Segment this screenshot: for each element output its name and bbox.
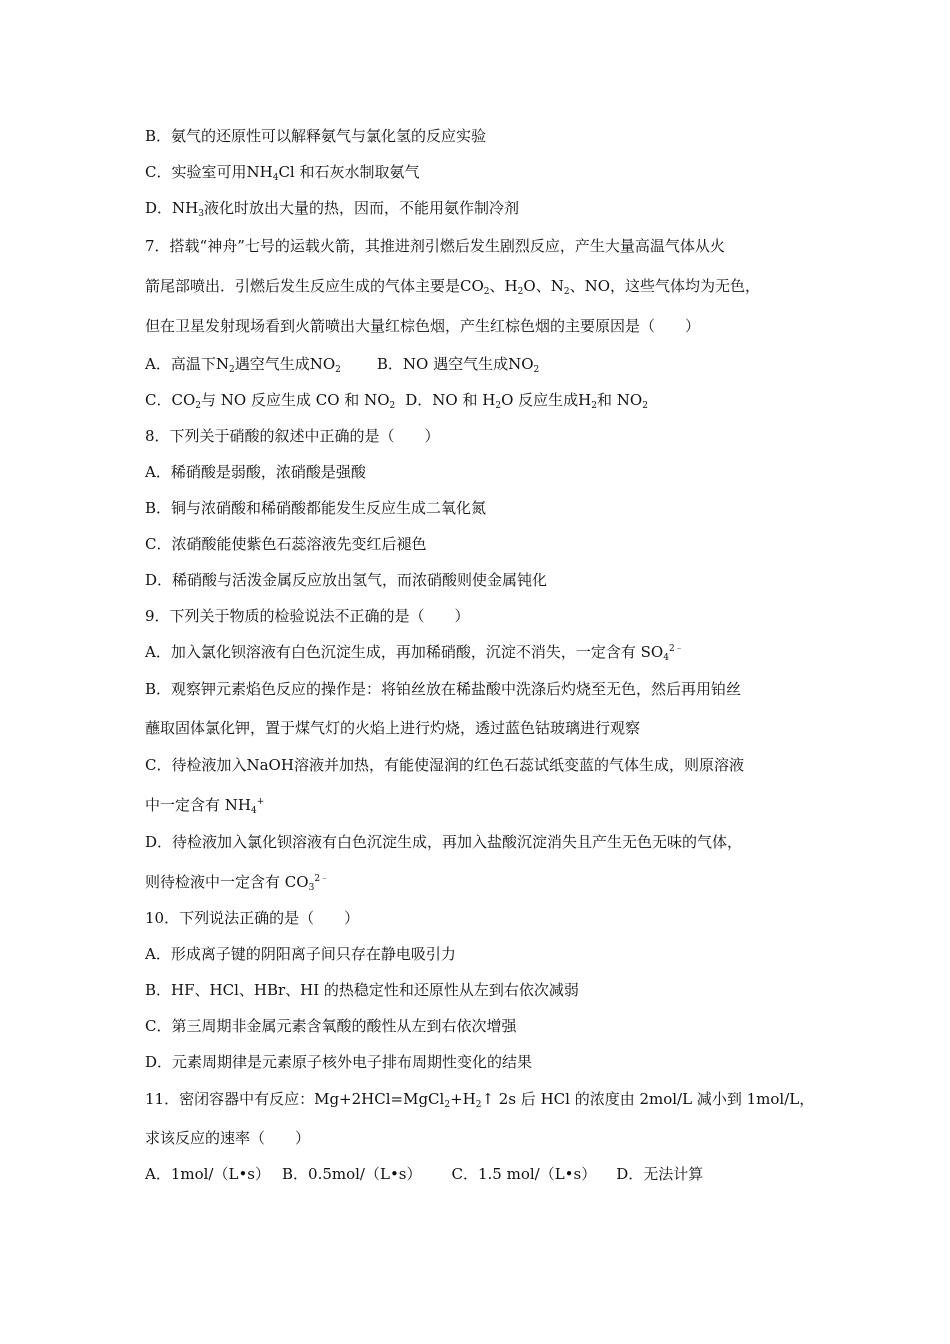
q11-stem-line1: 11．密闭容器中有反应：$Mg+2HCl=MgCl_2+H_2↑$ 2s 后 HCl 的浓度由 2mol/L 减小到 1mol/L， [145,1090,815,1110]
q10-option-c: C．第三周期非金属元素含氧酸的酸性从左到右依次增强 [145,1017,517,1035]
q10-option-a: A．形成离子键的阴阳离子间只存在静电吸引力 [145,945,456,963]
q8-option-a: A．稀硝酸是弱酸，浓硝酸是强酸 [145,463,366,481]
q9-option-b-line2: 蘸取固体氯化钾，置于煤气灯的火焰上进行灼烧，透过蓝色钴玻璃进行观察 [145,719,641,737]
q7-option-c: C．$CO_2$与 NO 反应生成 CO 和 $NO_2$ [145,391,396,411]
q7-option-a: A．高温下$N_2$遇空气生成$NO_2$ [145,355,341,375]
q7-option-d: D．NO 和 $H_2O$ 反应生成$H_2$和 $NO_2$ [405,391,648,411]
q10-stem: 10．下列说法正确的是（ ） [145,909,360,927]
q11-option-b: B．0.5mol/（L•s） [282,1165,422,1183]
q10-option-b: B．HF、HCl、HBr、HI 的热稳定性和还原性从左到右依次减弱 [145,981,579,999]
q11-option-c: C．1.5 mol/（L•s） [451,1165,597,1183]
q9-option-a: A．加入氯化钡溶液有白色沉淀生成，再加稀硝酸，沉淀不消失，一定含有 $SO_4^{2﹣}$ [145,643,684,663]
q8-option-c: C．浓硝酸能使紫色石蕊溶液先变红后褪色 [145,535,427,553]
q7-options-cd [145,390,648,410]
q7-stem-line1: 7．搭载“神舟”七号的运载火箭，其推进剂引燃后发生剧烈反应，产生大量高温气体从火 [145,237,725,255]
q9-stem: 9．下列关于物质的检验说法不正确的是（ ） [145,607,470,625]
q9-option-d-line1: D．待检液加入氯化钡溶液有白色沉淀生成，再加入盐酸沉淀消失且产生无色无味的气体， [145,833,743,851]
q7-options-ab [145,354,539,374]
q6-option-c: C．实验室可用$NH_4Cl$ 和石灰水制取氨气 [145,163,420,183]
q9-option-d-line2: 则待检液中一定含有 $CO_3^{2﹣}$ [145,873,330,893]
q8-option-d: D．稀硝酸与活泼金属反应放出氢气，而浓硝酸则使金属钝化 [145,571,548,589]
q10-option-d: D．元素周期律是元素原子核外电子排布周期性变化的结果 [145,1053,533,1071]
q6-option-b: B．氨气的还原性可以解释氨气与氯化氢的反应实验 [145,127,487,145]
q11-options [145,1164,703,1184]
q11-option-a: A．1mol/（L•s） [145,1165,270,1183]
q9-option-b-line1: B．观察钾元素焰色反应的操作是：将铂丝放在稀盐酸中洗涤后灼烧至无色，然后再用铂丝 [145,680,742,698]
q7-stem-line3: 但在卫星发射现场看到火箭喷出大量红棕色烟，产生红棕色烟的主要原因是（ ） [145,317,701,335]
q9-option-c-line1: C．待检液加入NaOH溶液并加热，有能使湿润的红色石蕊试纸变蓝的气体生成，则原溶液 [145,756,744,774]
q8-option-b: B．铜与浓硝酸和稀硝酸都能发生反应生成二氧化氮 [145,499,487,517]
q8-stem: 8．下列关于硝酸的叙述中正确的是（ ） [145,427,440,445]
q11-stem-line2: 求该反应的速率（ ） [145,1129,311,1147]
q7-stem-line2: 箭尾部喷出．引燃后发生反应生成的气体主要是$CO_2$、$H_2O$、$N_2$、NO，这些气体均为无色， [145,277,761,297]
q7-option-b: B．NO 遇空气生成$NO_2$ [376,355,540,375]
q9-option-c-line2: 中一定含有 $NH_4^+$ [145,796,265,816]
q11-option-d: D．无法计算 [616,1165,704,1183]
q6-option-d: D．$NH_3$液化时放出大量的热，因而，不能用氨作制冷剂 [145,199,519,219]
